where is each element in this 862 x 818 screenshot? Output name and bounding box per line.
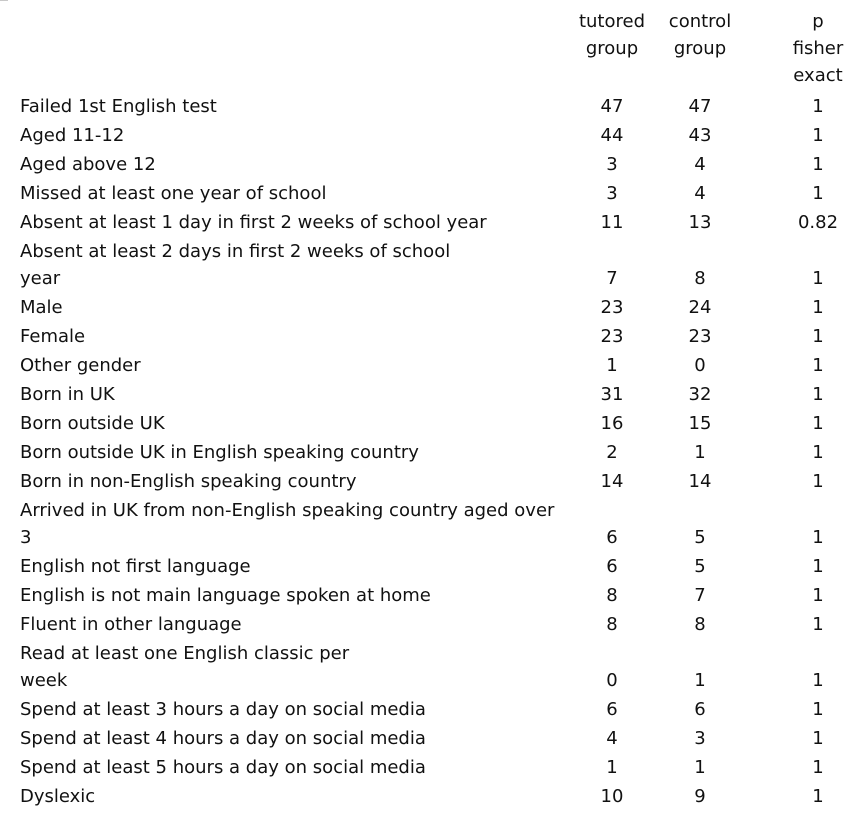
p-value: 1 [812,699,824,720]
p-value: 1 [812,527,824,548]
table-row [0,207,862,236]
control-count: 47 [688,96,712,117]
row-label: Fluent in other language [20,614,242,635]
table-row [0,437,862,466]
row-label: Absent at least 1 day in first 2 weeks of school year [20,212,487,233]
table-row [0,694,862,723]
row-label: Born in non-English speaking country [20,471,357,492]
control-count: 5 [694,527,706,548]
row-label: Failed 1st English test [20,96,217,117]
tutored-count: 0 [606,670,618,691]
control-count: 4 [694,183,706,204]
control-count: 14 [688,471,712,492]
control-count: 7 [694,585,706,606]
control-count: 15 [688,413,712,434]
tutored-count: 8 [606,614,618,635]
p-value: 1 [812,268,824,289]
tutored-count: 7 [606,268,618,289]
table-row [0,91,862,120]
p-value: 1 [812,125,824,146]
cell-corner-mark [0,0,8,1]
control-count: 9 [694,786,706,807]
header-control-group: control group [668,11,732,59]
tutored-count: 10 [600,786,624,807]
p-value: 1 [812,670,824,691]
table-row [0,379,862,408]
row-label: English is not main language spoken at home [20,585,431,606]
table-row [0,120,862,149]
row-label: Dyslexic [20,786,96,807]
table-row [0,580,862,609]
tutored-count: 11 [600,212,624,233]
control-count: 0 [694,355,706,376]
row-label: Female [20,326,86,347]
table-row [0,236,862,292]
table-header [0,8,862,92]
p-value: 1 [812,326,824,347]
header-p-fisher-exact: p fisher exact [792,11,844,86]
p-value: 1 [812,442,824,463]
control-count: 24 [688,297,712,318]
table-row [0,723,862,752]
tutored-count: 31 [600,384,624,405]
control-count: 1 [694,442,706,463]
control-count: 8 [694,614,706,635]
tutored-count: 6 [606,527,618,548]
control-count: 3 [694,728,706,749]
row-label: Male [20,297,63,318]
tutored-count: 3 [606,154,618,175]
row-label: Spend at least 3 hours a day on social media [20,699,426,720]
row-label: Aged 11-12 [20,125,125,146]
p-value: 1 [812,585,824,606]
tutored-count: 14 [600,471,624,492]
table-row [0,466,862,495]
p-value: 1 [812,413,824,434]
table-row [0,149,862,178]
table-row [0,292,862,321]
row-label: Spend at least 5 hours a day on social media [20,757,426,778]
row-label: Born in UK [20,384,115,405]
p-value: 1 [812,556,824,577]
table-row [0,321,862,350]
row-label: Read at least one English classic per week [20,643,350,691]
header-tutored-group: tutored group [578,11,646,59]
tutored-count: 6 [606,556,618,577]
table-row [0,752,862,781]
table-row [0,350,862,379]
tutored-count: 23 [600,297,624,318]
row-label: Missed at least one year of school [20,183,327,204]
control-count: 32 [688,384,712,405]
p-value: 1 [812,297,824,318]
control-count: 1 [694,757,706,778]
p-value: 1 [812,757,824,778]
table-row [0,408,862,437]
tutored-count: 3 [606,183,618,204]
table-row [0,638,862,694]
control-count: 13 [688,212,712,233]
p-value: 0.82 [797,212,839,233]
row-label: Arrived in UK from non-English speaking country aged over 3 [20,500,555,548]
p-value: 1 [812,728,824,749]
p-value: 1 [812,355,824,376]
tutored-count: 4 [606,728,618,749]
p-value: 1 [812,154,824,175]
table-row [0,495,862,551]
tutored-count: 1 [606,757,618,778]
tutored-count: 47 [600,96,624,117]
control-count: 1 [694,670,706,691]
table-body [0,91,862,810]
row-label: Other gender [20,355,141,376]
tutored-count: 23 [600,326,624,347]
row-label: Born outside UK [20,413,165,434]
control-count: 6 [694,699,706,720]
tutored-count: 44 [600,125,624,146]
tutored-count: 16 [600,413,624,434]
tutored-count: 8 [606,585,618,606]
p-value: 1 [812,614,824,635]
table-row [0,178,862,207]
p-value: 1 [812,96,824,117]
tutored-count: 2 [606,442,618,463]
control-count: 43 [688,125,712,146]
control-count: 5 [694,556,706,577]
p-value: 1 [812,471,824,492]
table-row [0,781,862,810]
row-label: English not first language [20,556,251,577]
control-count: 8 [694,268,706,289]
row-label: Spend at least 4 hours a day on social media [20,728,426,749]
p-value: 1 [812,183,824,204]
table-row [0,551,862,580]
control-count: 4 [694,154,706,175]
control-count: 23 [688,326,712,347]
p-value: 1 [812,786,824,807]
row-label: Aged above 12 [20,154,156,175]
row-label: Born outside UK in English speaking country [20,442,419,463]
tutored-count: 6 [606,699,618,720]
row-label: Absent at least 2 days in first 2 weeks of school year [20,241,451,289]
table-row [0,609,862,638]
tutored-count: 1 [606,355,618,376]
p-value: 1 [812,384,824,405]
